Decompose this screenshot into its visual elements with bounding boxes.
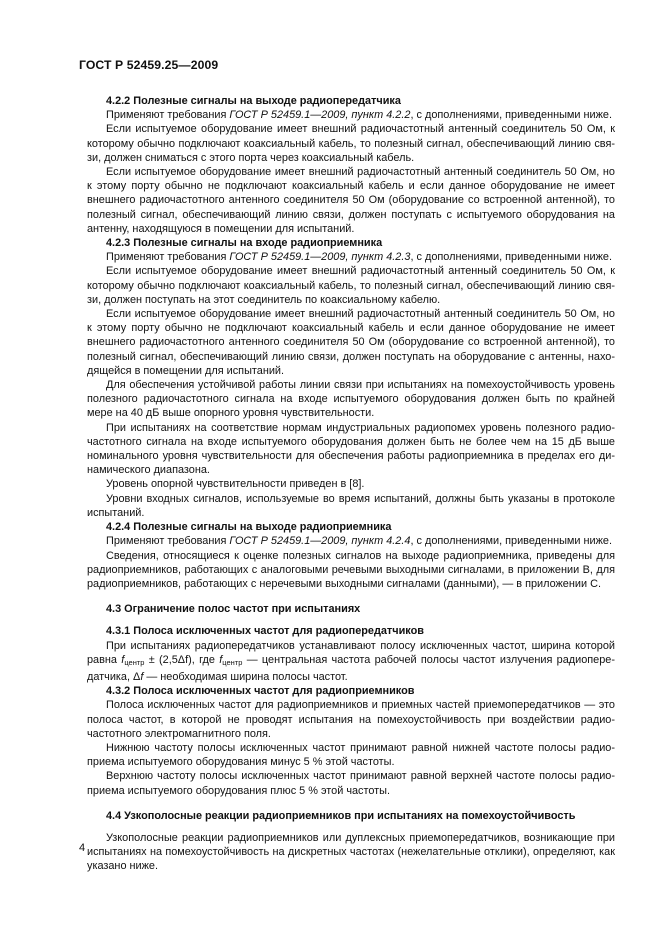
paragraph: Сведения, относящиеся к оценке полезных сигналов на выходе радиоприемника, приведены для радиоприемников, работающих с аналоговыми речевыми выходными сигналами, в приложении В, для радиоприемников, работающих с неречевыми выходными сигналами (данными), — в приложении С. (87, 549, 615, 590)
paragraph: Нижнюю частоту полосы исключенных частот принимают равной нижней частоте полосы радиоприема испытуемого оборудования минус 5 % этой частоты. (87, 741, 615, 769)
paragraph: Если испытуемое оборудование имеет внешний радиочастотный антенный соединитель 50 Ом, к которому обычно подключают коаксиальный кабель, то полезный сигнал, обеспечивающий линию связи, должен поступать на этот соединитель по коаксиальному кабелю. (87, 265, 615, 306)
formula-f: f (121, 653, 125, 666)
formula-subscript: центр (124, 657, 145, 667)
gost-reference: ГОСТ Р 52459.1—2009, пункт 4.2.4 (229, 535, 411, 548)
heading-4-3-1: 4.3.1 Полоса исключенных частот для радиопередатчиков (106, 625, 424, 638)
paragraph: Применяют требования ГОСТ Р 52459.1—2009, пункт 4.2.4, с дополнениями, приведенными ниже. (106, 535, 612, 548)
formula-subscript: центр (222, 657, 243, 667)
paragraph: Применяют требования ГОСТ Р 52459.1—2009, пункт 4.2.2, с дополнениями, приведенными ниже. (106, 109, 612, 122)
paragraph: Для обеспечения устойчивой работы линии связи при испытаниях на помехоустойчивость уровень полезного радиочастотного сигнала на входе испытуемого оборудования должен быть по крайней мере на 40 дБ выше опорного уровня чувствительности. (87, 379, 615, 420)
paragraph: Узкополосные реакции радиоприемников или дуплексных приемопередатчиков, возникающие при испытаниях на помехоустойчивость на дискретных частотах (нежелательные отклики), определяют, как указано ниже. (87, 831, 615, 873)
formula-f: f (140, 670, 144, 683)
paragraph: При испытаниях радиопередатчиков устанавливают полосу исключенных частот, ширина которой равна fцентр ± (2,5Δf), где fцентр — центральная частота рабочей полосы частот излучения радиопередатчика, Δf — необходимая ширина полосы частот. (87, 639, 615, 683)
heading-4-3: 4.3 Ограничение полос частот при испытаниях (106, 603, 361, 616)
gost-reference: ГОСТ Р 52459.1—2009, пункт 4.2.2 (229, 109, 411, 122)
paragraph: Если испытуемое оборудование имеет внешний радиочастотный антенный соединитель 50 Ом, но к этому порту обычно не подключают коаксиальный кабель и если данное оборудование не имеет внешнего радиочастотного антенного соединителя 50 Ом (оборудование со встроенной антенной), то полезный сигнал, обеспечивающий линию связи, должен поступать на оборудование с антенны, находящейся в помещении для испытаний. (87, 308, 615, 377)
heading-4-2-3: 4.2.3 Полезные сигналы на входе радиоприемника (106, 237, 383, 250)
paragraph: При испытаниях на соответствие нормам индустриальных радиопомех уровень полезного радиочастотного сигнала на входе испытуемого оборудования должен быть не более чем на 15 дБ выше номинального уровня чувствительности для обеспечения работы радиоприемника в пределах его динамического диапазона. (87, 421, 615, 477)
page-header: ГОСТ Р 52459.25—2009 (79, 58, 219, 72)
heading-4-4: 4.4 Узкополосные реакции радиоприемников при испытаниях на помехоустойчивость (106, 809, 576, 822)
paragraph: Уровень опорной чувствительности приведен в [8]. (106, 478, 365, 491)
heading-4-2-4: 4.2.4 Полезные сигналы на выходе радиоприемника (106, 521, 392, 534)
paragraph: Полоса исключенных частот для радиоприемников и приемных частей приемопередатчиков — это полоса частот, в которой не проводят испытания на помехоустойчивость при воздействии радиочастотного электромагнитного поля. (87, 699, 615, 740)
gost-reference: ГОСТ Р 52459.1—2009, пункт 4.2.3 (229, 251, 411, 264)
paragraph: Применяют требования ГОСТ Р 52459.1—2009, пункт 4.2.3, с дополнениями, приведенными ниже. (106, 251, 612, 264)
paragraph: Уровни входных сигналов, используемые во время испытаний, должны быть указаны в протоколе испытаний. (87, 492, 615, 519)
paragraph: Верхнюю частоту полосы исключенных частот принимают равной верхней частоте полосы радиоприема испытуемого оборудования плюс 5 % этой частоты. (87, 770, 615, 797)
formula-f: f (219, 653, 223, 666)
paragraph: Если испытуемое оборудование имеет внешний радиочастотный антенный соединитель 50 Ом, но к этому порту обычно не подключают коаксиальный кабель и если данное оборудование не имеет внешнего радиочастотного антенного соединителя 50 Ом (оборудование со встроенной антенной), то полезный сигнал, обеспечивающий линию связи, должен поступать с испытуемого оборудования на антенну, находящуюся в помещении для испытаний. (87, 166, 615, 235)
paragraph: Если испытуемое оборудование имеет внешний радиочастотный антенный соединитель 50 Ом, к которому обычно подключают коаксиальный кабель, то полезный сигнал, обеспечивающий линию связи, должен сниматься с этого порта через коаксиальный кабель. (87, 123, 615, 164)
heading-4-3-2: 4.3.2 Полоса исключенных частот для радиоприемников (106, 685, 415, 698)
page-number: 4 (79, 842, 86, 854)
heading-4-2-2: 4.2.2 Полезные сигналы на выходе радиопередатчика (106, 95, 401, 107)
document-body (87, 94, 615, 874)
